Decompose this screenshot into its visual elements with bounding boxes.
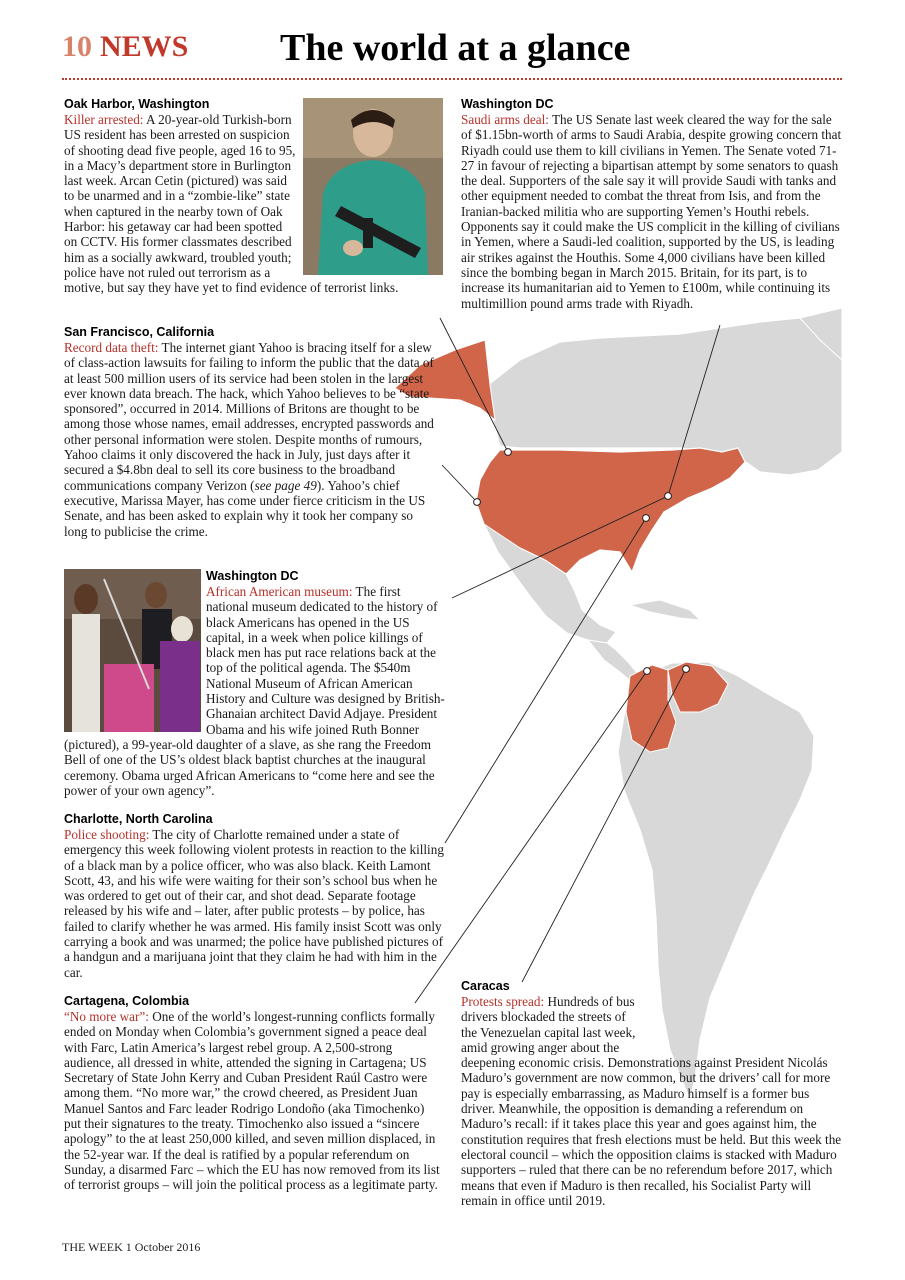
- page-number: 10: [62, 30, 92, 63]
- story-charlotte: [64, 812, 444, 980]
- story-san-francisco-location: San Francisco, California: [64, 325, 215, 339]
- caracas-map-spacer: [643, 979, 843, 1055]
- story-oak-harbor-lead: Killer arrested:: [64, 112, 144, 127]
- story-charlotte-body: The city of Charlotte remained under a state of emergency this week following violent protests in reaction to the killing of a black man by a police officer, who was also black. Keith Lamont Scott, 43, and his wife were waiting for their son’s school bus when he was ordered to get out of their car, and shot dead. Separate footage released by his wife and – later, after public protests – by police, has failed to clarify whether he was armed. His family insist Scott was only carrying a book and was unarmed; the police have published pictures of a handgun and a marijuana joint that they claim he had with him in the car.: [64, 827, 444, 980]
- story-oak-harbor-body: A 20-year-old Turkish-born US resident has been arrested on suspicion of shooting dead five people, aged 16 to 95, in a Macy’s department store in Burlington last week. Arcan Cetin (pictured) was said to be unarmed and in a “zombie-like” state when captured in the nearby town of Oak Harbor: his getaway car had been spotted on CCTV. His former classmates described him as a socially awkward, troubled youth; police have not ruled out terrorism as a motive, but say they have yet to find evidence of terrorist links.: [64, 112, 399, 296]
- map-caribbean: [630, 600, 700, 620]
- map-colombia: [626, 665, 676, 752]
- story-caracas: [461, 979, 843, 1208]
- story-oak-harbor: [64, 97, 444, 296]
- marker-caracas: [683, 666, 690, 673]
- marker-charlotte: [643, 515, 650, 522]
- story-washington-museum-body: The first national museum dedicated to the history of black Americans has opened in the US capital, in a week when police killings of black men has put race relations back at the top of the political agenda. The $540m National Museum of African American History and Culture was designed by British-Ghanaian architect David Adjaye. President Obama and his wife joined Ruth Bonner (pictured), a 99-year-old daughter of a slave, as she rang the Freedom Bell of one of the US’s oldest black baptist churches at the inaugural ceremony. Obama urged African Americans to “come here and see the power of your own agency”.: [64, 584, 445, 798]
- story-cartagena-body: One of the world’s longest-running conflicts formally ended on Monday when Colombia’s government signed a peace deal with Farc, Latin America’s largest rebel group. A 2,500-strong audience, all dressed in white, attended the signing in Cartagena; US Secretary of State John Kerry and Cuban President Raúl Castro were among them. “No more war,” the crowd cheered, as President Juan Manuel Santos and Farc leader Rodrigo Londoño (aka Timochenko) put their signatures to the treaty. Timochenko also issued a “sincere apology” to the at least 250,000 killed, and seven million displaced, in the 52-year war. If the deal is ratified by a popular referendum on Sunday, a disarmed Farc – which the EU has now removed from its list of terrorist groups – will join the political process as a legitimate party.: [64, 1009, 440, 1193]
- story-caracas-location: Caracas: [461, 979, 510, 993]
- story-caracas-lead: Protests spread:: [461, 994, 545, 1009]
- pointer-line-cartagena: [415, 671, 647, 1003]
- museum-photo-spacer: [64, 568, 206, 733]
- story-washington-arms-body: The US Senate last week cleared the way for the sale of $1.15bn-worth of arms to Saudi Arabia, despite growing concern that Riyadh could use them to kill civilians in Yemen. The Senate voted 71-27 in favour of rejecting a bipartisan attempt by some senators to quash the deal. Supporters of the sale say it will provide Saudi with tanks and other equipment needed to combat the threat from Isis, and from the Iranian-backed militia who are supporting Yemen’s Houthi rebels. Opponents say it could make the US complicit in the killing of civilians in Yemen, where a Saudi-led coalition, supported by the US, is leading air strikes against the Houthis. Some 4,000 civilians have been killed since the bombing began in March 2015. Britain, for its part, is to increase its humanitarian aid to Yemen to £100m, while continuing its multimillion pound arms trade with Riyadh.: [461, 112, 842, 311]
- story-washington-arms: [461, 97, 843, 311]
- pointer-line-san-francisco: [442, 465, 477, 502]
- story-caracas-body: Hundreds of bus drivers blockaded the streets of the Venezuelan capital last week, amid growing anger about the deepening economic crisis. Demonstrations against President Nicolás Maduro’s government are now common, but the drivers’ call for more pay is especially embarrassing, as Maduro himself is a former bus driver. Meanwhile, the opposition is demanding a referendum on Maduro’s recall: if it takes place this year and goes against him, the constitution requires that fresh elections must be held. But this week the electoral council – which the opposition claims is stacked with Maduro supporters – ruled that there can be no referendum before 2017, which means that even if Maduro is then recalled, his Socialist Party will remain in office until 2019.: [461, 994, 842, 1208]
- story-san-francisco-lead: Record data theft:: [64, 340, 159, 355]
- footer-date: 1 October 2016: [125, 1240, 201, 1254]
- story-san-francisco-body-a: The internet giant Yahoo is bracing itself for a slew of class-action lawsuits for failing to inform the public that the data of at least 500 million users of its service had been stolen in the largest ever known data breach. The hack, which Yahoo believes to be “state sponsored”, occurred in 2014. Millions of Britons are thought to be among those whose names, email addresses, encrypted passwords and other personal information were stolen. Despite months of rumours, Yahoo claims it only discovered the hack in July, just days after it secured a $4.8bn deal to sell its core business to the broadband communications company Verizon (: [64, 340, 434, 493]
- story-charlotte-location: Charlotte, North Carolina: [64, 812, 213, 826]
- photo-float-spacer: [296, 112, 444, 274]
- story-washington-arms-lead: Saudi arms deal:: [461, 112, 549, 127]
- story-san-francisco: [64, 325, 434, 539]
- footer-publication: THE WEEK: [62, 1240, 123, 1254]
- story-washington-arms-location: Washington DC: [461, 97, 554, 111]
- story-cartagena-location: Cartagena, Colombia: [64, 994, 190, 1008]
- story-charlotte-lead: Police shooting:: [64, 827, 150, 842]
- story-cartagena-lead: “No more war”:: [64, 1009, 149, 1024]
- marker-oak-harbor: [505, 449, 512, 456]
- marker-san-francisco: [474, 499, 481, 506]
- page-title: The world at a glance: [280, 27, 631, 69]
- story-san-francisco-see-page: see page 49: [254, 477, 317, 493]
- story-san-francisco-body-b: ). Yahoo’s chief executive, Marissa Mayer, has come under fierce criticism in the US Senate, and has been asked to explain why it took her company so long to publicise the crime.: [64, 477, 426, 539]
- section-label: NEWS: [100, 30, 189, 63]
- footer: [62, 1240, 200, 1255]
- story-washington-museum: [64, 569, 446, 798]
- marker-cartagena: [644, 668, 651, 675]
- story-cartagena: [64, 994, 444, 1193]
- story-washington-museum-location: Washington DC: [206, 569, 299, 583]
- marker-washington-dc: [665, 493, 672, 500]
- story-oak-harbor-location: Oak Harbor, Washington: [64, 97, 210, 111]
- story-washington-museum-lead: African American museum:: [206, 584, 353, 599]
